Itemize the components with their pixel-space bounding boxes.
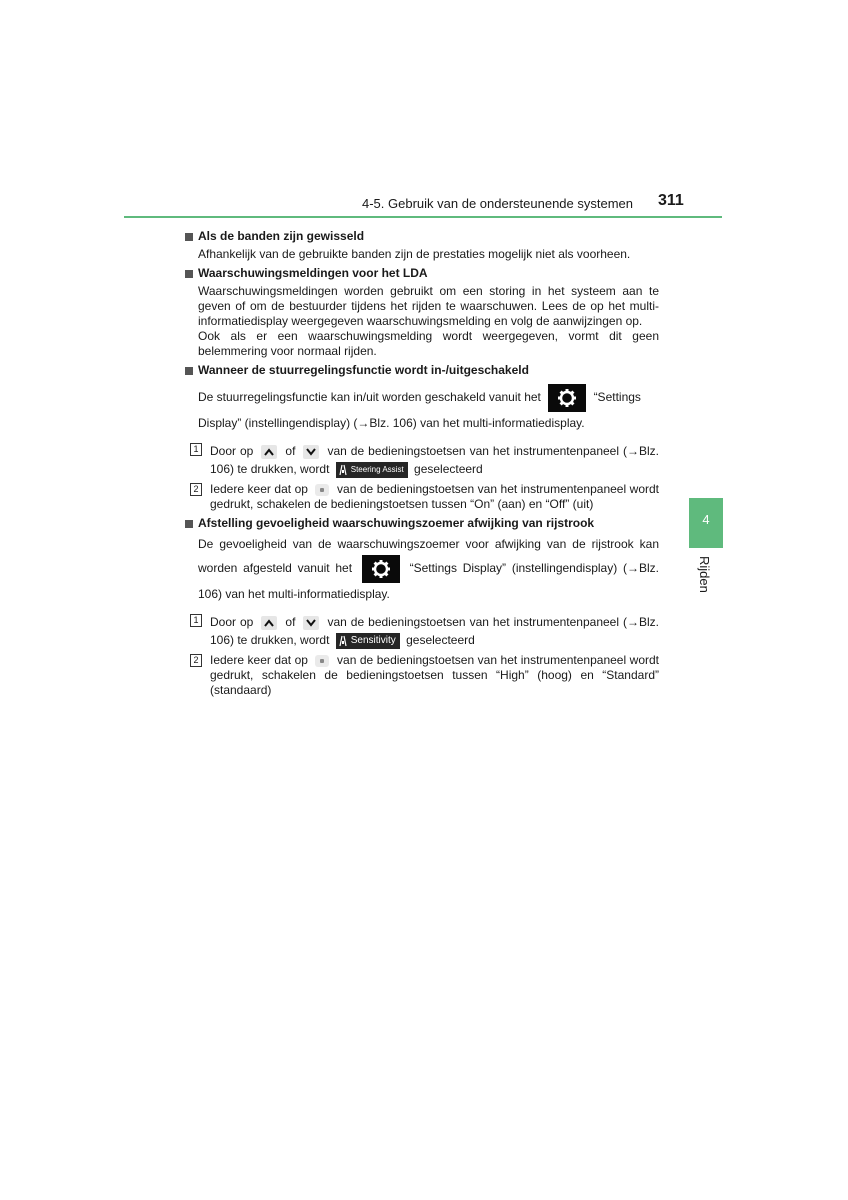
text-run: geselecteerd [414,462,483,476]
settings-display-icon [548,384,586,412]
steering-assist-badge [336,462,408,478]
text-run: Iedere keer dat op [210,653,308,667]
page-number: 311 [658,192,684,209]
paragraph: Ook als er een waarschuwingsmelding wordt weergegeven, vormt dit geen belemmering voor normaal rijden. [198,329,659,358]
chapter-label: Rijden [697,556,712,593]
section-heading [185,516,659,531]
text-run: “Settings Display” (instellingendisplay) (→Blz. 106) van het multi-informatiedisplay. [198,561,659,601]
section-title: 4-5. Gebruik van de ondersteunende systemen [362,196,634,211]
down-button-icon [303,616,319,630]
text-run: Door op [210,615,254,629]
text-run: Iedere keer dat op [210,482,308,496]
text-run: “Settings Display” (instellingendisplay) (→Blz. 106) van het multi-informatiedisplay. [198,390,641,430]
step-item [190,482,659,512]
step-text [210,482,659,512]
square-bullet-icon [185,367,193,375]
heading-text: Afstelling gevoeligheid waarschuwingszoemer afwijking van rijstrook [198,516,595,530]
text-run: van de bedieningstoetsen van het instrumentenpaneel (→Blz. 106) te drukken, wordt [210,444,660,476]
paragraph [198,533,659,605]
step-number: 2 [190,654,202,667]
section-heading [185,229,659,244]
text-run: van de bedieningstoetsen van het instrumentenpaneel (→Blz. 106) te drukken, wordt [210,615,660,647]
heading-text: Als de banden zijn gewisseld [198,229,365,243]
chevron-down-icon [306,448,316,456]
header-divider [124,216,722,218]
step-number: 1 [190,443,202,456]
step-text [210,653,659,698]
text-run: van de bedieningstoetsen van het instrumentenpaneel wordt gedrukt, schakelen de bedieningstoetsen tussen “High” (hoog) en “Standard” (standaard) [210,653,660,697]
settings-display-icon [362,555,400,583]
step-text [210,442,659,478]
square-bullet-icon [185,233,193,241]
lane-assist-icon [338,464,348,476]
text-run: of [285,615,296,629]
paragraph: Waarschuwingsmeldingen worden gebruikt om een storing in het systeem aan te geven of om de bestuurder tijdens het rijden te waarschuwen. Lees de op het multi-informatiedisplay weergegeven waarschuwingsmelding en volg de aanwijzingen op. [198,284,659,328]
chevron-up-icon [264,448,274,456]
badge-label: Steering Assist [350,464,404,474]
chevron-down-icon [306,619,316,627]
ok-button-icon [315,484,329,496]
step-item [190,613,659,649]
paragraph [198,384,659,434]
badge-label: Sensitivity [350,634,396,646]
lane-assist-icon [338,635,348,647]
page-content [185,226,659,698]
ok-button-icon [315,655,329,667]
step-text [210,613,659,649]
heading-text: Waarschuwingsmeldingen voor het LDA [198,266,428,280]
step-number: 1 [190,614,202,627]
gear-icon [371,559,391,579]
up-button-icon [261,616,277,630]
section-heading [185,266,659,281]
down-button-icon [303,445,319,459]
chapter-number: 4 [702,512,710,527]
sensitivity-badge [336,633,400,649]
section-heading [185,363,659,378]
step-item [190,653,659,698]
step-number: 2 [190,483,202,496]
square-bullet-icon [185,520,193,528]
paragraph: Afhankelijk van de gebruikte banden zijn de prestaties mogelijk niet als voorheen. [198,247,631,261]
gear-icon [557,388,577,408]
square-bullet-icon [185,270,193,278]
text-run: De gevoeligheid van de waarschuwingszoemer voor afwijking van de rijstrook kan worden afgesteld vanuit het [198,537,659,576]
text-run: geselecteerd [406,633,475,647]
chevron-up-icon [264,619,274,627]
text-run: Door op [210,444,254,458]
up-button-icon [261,445,277,459]
chapter-tab [689,498,723,548]
text-run: De stuurregelingsfunctie kan in/uit worden geschakeld vanuit het [198,390,541,405]
text-run: of [285,444,296,458]
step-item [190,442,659,478]
heading-text: Wanneer de stuurregelingsfunctie wordt in-/uitgeschakeld [198,363,529,377]
text-run: van de bedieningstoetsen van het instrumentenpaneel wordt gedrukt, schakelen de bedieningstoetsen tussen “On” (aan) en “Off” (uit) [210,482,660,511]
